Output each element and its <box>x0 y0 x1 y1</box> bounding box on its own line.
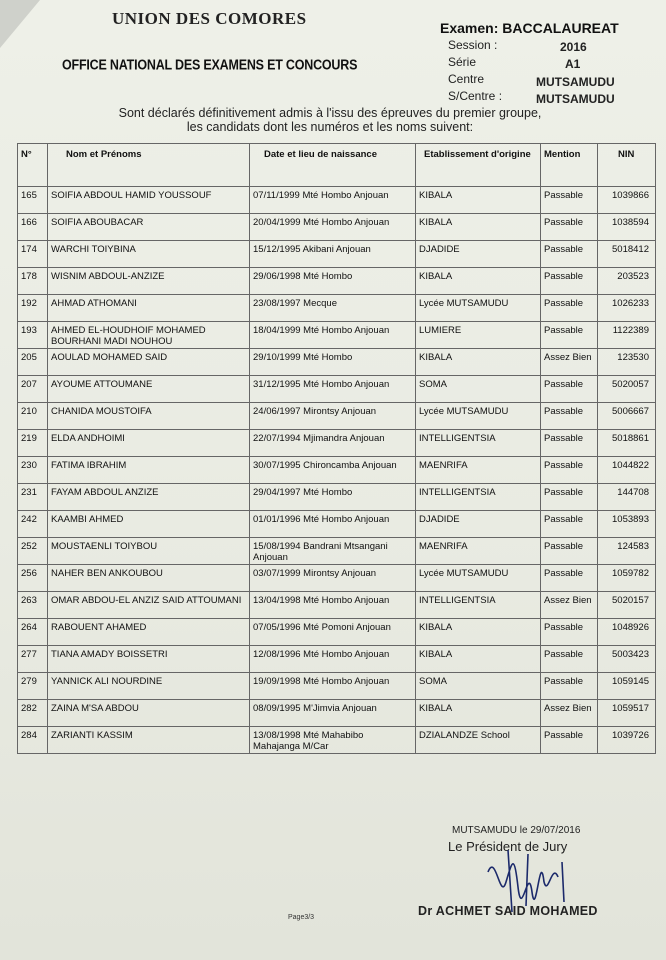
meta-value-scentre: MUTSAMUDU <box>536 92 615 106</box>
row-name: SOIFIA ABOUBACAR <box>48 214 250 241</box>
row-number: 277 <box>18 646 48 673</box>
intro-line-2: les candidats dont les numéros et les noms suivent: <box>186 120 474 134</box>
row-number: 174 <box>18 241 48 268</box>
row-school: MAENRIFA <box>416 538 541 565</box>
row-mention: Passable <box>541 538 598 565</box>
row-number: 165 <box>18 187 48 214</box>
folded-corner <box>0 0 40 48</box>
row-mention: Passable <box>541 376 598 403</box>
row-nin: 5003423 <box>598 646 656 673</box>
president-name: Dr ACHMET SAID MOHAMED <box>418 904 598 918</box>
president-title: Le Président de Jury <box>448 839 568 854</box>
exam-title <box>440 20 619 36</box>
row-name: NAHER BEN ANKOUBOU <box>48 565 250 592</box>
row-name: AHMED EL-HOUDHOIF MOHAMED BOURHANI MADI NOUHOU <box>48 322 250 349</box>
row-number: 205 <box>18 349 48 376</box>
intro-text <box>40 106 620 134</box>
row-mention: Passable <box>541 295 598 322</box>
col-header-nin: NIN <box>598 144 656 187</box>
row-school: INTELLIGENTSIA <box>416 430 541 457</box>
table-row <box>18 700 656 727</box>
row-birth: 30/07/1995 Chironcamba Anjouan <box>250 457 416 484</box>
row-number: 219 <box>18 430 48 457</box>
row-mention: Assez Bien <box>541 349 598 376</box>
row-name: AHMAD ATHOMANI <box>48 295 250 322</box>
signature-stroke <box>488 850 564 912</box>
row-birth: 07/05/1996 Mté Pomoni Anjouan <box>250 619 416 646</box>
table-row <box>18 295 656 322</box>
row-name: AYOUME ATTOUMANE <box>48 376 250 403</box>
row-mention: Passable <box>541 214 598 241</box>
row-nin: 1059145 <box>598 673 656 700</box>
table-row <box>18 187 656 214</box>
row-school: KIBALA <box>416 646 541 673</box>
table-row <box>18 565 656 592</box>
row-nin: 1038594 <box>598 214 656 241</box>
meta-value-centre: MUTSAMUDU <box>536 75 615 89</box>
row-school: Lycée MUTSAMUDU <box>416 295 541 322</box>
row-number: 210 <box>18 403 48 430</box>
row-name: FATIMA IBRAHIM <box>48 457 250 484</box>
row-birth: 23/08/1997 Mecque <box>250 295 416 322</box>
row-birth: 13/04/1998 Mté Hombo Anjouan <box>250 592 416 619</box>
row-school: KIBALA <box>416 349 541 376</box>
table-row <box>18 214 656 241</box>
row-birth: 08/09/1995 M'Jimvia Anjouan <box>250 700 416 727</box>
table-row <box>18 457 656 484</box>
row-name: CHANIDA MOUSTOIFA <box>48 403 250 430</box>
row-school: KIBALA <box>416 268 541 295</box>
row-school: SOMA <box>416 376 541 403</box>
row-mention: Passable <box>541 322 598 349</box>
row-mention: Passable <box>541 268 598 295</box>
table-row <box>18 511 656 538</box>
office-heading: OFFICE NATIONAL DES EXAMENS ET CONCOURS <box>62 56 358 74</box>
row-birth: 20/04/1999 Mté Hombo Anjouan <box>250 214 416 241</box>
intro-line-1: Sont déclarés définitivement admis à l'issu des épreuves du premier groupe, <box>118 106 542 120</box>
row-number: 178 <box>18 268 48 295</box>
col-header-mention: Mention <box>541 144 598 187</box>
row-birth: 01/01/1996 Mté Hombo Anjouan <box>250 511 416 538</box>
meta-value-session: 2016 <box>560 40 587 54</box>
row-name: ZAINA M'SA ABDOU <box>48 700 250 727</box>
row-school: KIBALA <box>416 700 541 727</box>
row-number: 230 <box>18 457 48 484</box>
row-nin: 5018861 <box>598 430 656 457</box>
row-school: KIBALA <box>416 214 541 241</box>
table-header-row <box>18 144 656 187</box>
row-nin: 144708 <box>598 484 656 511</box>
row-birth: 19/09/1998 Mté Hombo Anjouan <box>250 673 416 700</box>
row-birth: 24/06/1997 Mirontsy Anjouan <box>250 403 416 430</box>
col-header-name: Nom et Prénoms <box>48 144 250 187</box>
row-birth: 15/08/1994 Bandrani Mtsangani Anjouan <box>250 538 416 565</box>
table-row <box>18 538 656 565</box>
row-mention: Passable <box>541 727 598 754</box>
meta-value-serie: A1 <box>565 57 581 71</box>
meta-label-serie: Série <box>448 55 477 69</box>
table-row <box>18 619 656 646</box>
table-row <box>18 727 656 754</box>
exam-label: Examen: <box>440 20 499 36</box>
row-name: AOULAD MOHAMED SAID <box>48 349 250 376</box>
row-birth: 29/04/1997 Mté Hombo <box>250 484 416 511</box>
table-body <box>18 187 656 754</box>
col-header-birth: Date et lieu de naissance <box>250 144 416 187</box>
row-school: DJADIDE <box>416 511 541 538</box>
page-number: Page3/3 <box>288 914 315 921</box>
row-birth: 18/04/1999 Mté Hombo Anjouan <box>250 322 416 349</box>
row-mention: Passable <box>541 565 598 592</box>
row-mention: Passable <box>541 511 598 538</box>
row-birth: 07/11/1999 Mté Hombo Anjouan <box>250 187 416 214</box>
row-birth: 29/10/1999 Mté Hombo <box>250 349 416 376</box>
row-name: RABOUENT AHAMED <box>48 619 250 646</box>
table-row <box>18 592 656 619</box>
country-heading: UNION DES COMORES <box>112 9 307 28</box>
row-nin: 5020157 <box>598 592 656 619</box>
row-number: 264 <box>18 619 48 646</box>
meta-label-scentre: S/Centre : <box>448 89 503 103</box>
row-mention: Passable <box>541 673 598 700</box>
table-row <box>18 430 656 457</box>
row-school: SOMA <box>416 673 541 700</box>
row-nin: 5018412 <box>598 241 656 268</box>
row-number: 284 <box>18 727 48 754</box>
table-row <box>18 376 656 403</box>
row-mention: Passable <box>541 187 598 214</box>
results-table <box>17 143 656 754</box>
row-school: Lycée MUTSAMUDU <box>416 403 541 430</box>
row-nin: 1053893 <box>598 511 656 538</box>
row-school: Lycée MUTSAMUDU <box>416 565 541 592</box>
table-row <box>18 484 656 511</box>
meta-label-centre: Centre <box>448 72 485 86</box>
row-name: YANNICK ALI NOURDINE <box>48 673 250 700</box>
col-header-school: Etablissement d'origine <box>416 144 541 187</box>
row-mention: Assez Bien <box>541 592 598 619</box>
row-nin: 1039866 <box>598 187 656 214</box>
row-mention: Passable <box>541 484 598 511</box>
row-nin: 123530 <box>598 349 656 376</box>
place-date: MUTSAMUDU le 29/07/2016 <box>452 825 581 836</box>
row-birth: 22/07/1994 Mjimandra Anjouan <box>250 430 416 457</box>
row-birth: 15/12/1995 Akibani Anjouan <box>250 241 416 268</box>
table-row <box>18 646 656 673</box>
row-nin: 1026233 <box>598 295 656 322</box>
row-birth: 12/08/1996 Mté Hombo Anjouan <box>250 646 416 673</box>
meta-label-session: Session : <box>448 38 498 52</box>
row-birth: 13/08/1998 Mté Mahabibo Mahajanga M/Car <box>250 727 416 754</box>
row-number: 207 <box>18 376 48 403</box>
row-name: ZARIANTI KASSIM <box>48 727 250 754</box>
row-mention: Passable <box>541 457 598 484</box>
row-name: WARCHI TOIYBINA <box>48 241 250 268</box>
row-nin: 1059782 <box>598 565 656 592</box>
row-name: TIANA AMADY BOISSETRI <box>48 646 250 673</box>
row-name: OMAR ABDOU-EL ANZIZ SAID ATTOUMANI <box>48 592 250 619</box>
row-nin: 124583 <box>598 538 656 565</box>
row-school: KIBALA <box>416 619 541 646</box>
row-nin: 203523 <box>598 268 656 295</box>
row-birth: 03/07/1999 Mirontsy Anjouan <box>250 565 416 592</box>
row-name: FAYAM ABDOUL ANZIZE <box>48 484 250 511</box>
row-nin: 1122389 <box>598 322 656 349</box>
row-number: 263 <box>18 592 48 619</box>
row-number: 242 <box>18 511 48 538</box>
row-school: DJADIDE <box>416 241 541 268</box>
row-name: SOIFIA ABDOUL HAMID YOUSSOUF <box>48 187 250 214</box>
row-nin: 5020057 <box>598 376 656 403</box>
row-birth: 31/12/1995 Mté Hombo Anjouan <box>250 376 416 403</box>
row-nin: 1048926 <box>598 619 656 646</box>
row-school: INTELLIGENTSIA <box>416 592 541 619</box>
row-school: KIBALA <box>416 187 541 214</box>
row-name: KAAMBI AHMED <box>48 511 250 538</box>
row-nin: 1044822 <box>598 457 656 484</box>
table-row <box>18 241 656 268</box>
row-nin: 5006667 <box>598 403 656 430</box>
table-row <box>18 403 656 430</box>
table-row <box>18 322 656 349</box>
row-name: MOUSTAENLI TOIYBOU <box>48 538 250 565</box>
row-mention: Passable <box>541 646 598 673</box>
row-nin: 1059517 <box>598 700 656 727</box>
row-school: DZIALANDZE School <box>416 727 541 754</box>
table-row <box>18 268 656 295</box>
row-name: WISNIM ABDOUL-ANZIZE <box>48 268 250 295</box>
col-header-number: N° <box>18 144 48 187</box>
table-row <box>18 349 656 376</box>
row-school: LUMIERE <box>416 322 541 349</box>
row-mention: Passable <box>541 619 598 646</box>
exam-value: BACCALAUREAT <box>502 20 619 36</box>
row-school: INTELLIGENTSIA <box>416 484 541 511</box>
row-number: 231 <box>18 484 48 511</box>
row-name: ELDA ANDHOIMI <box>48 430 250 457</box>
table-row <box>18 673 656 700</box>
row-number: 192 <box>18 295 48 322</box>
row-birth: 29/06/1998 Mté Hombo <box>250 268 416 295</box>
row-school: MAENRIFA <box>416 457 541 484</box>
row-mention: Passable <box>541 241 598 268</box>
row-number: 252 <box>18 538 48 565</box>
row-number: 166 <box>18 214 48 241</box>
row-mention: Passable <box>541 430 598 457</box>
row-number: 256 <box>18 565 48 592</box>
row-mention: Assez Bien <box>541 700 598 727</box>
row-mention: Passable <box>541 403 598 430</box>
row-nin: 1039726 <box>598 727 656 754</box>
row-number: 193 <box>18 322 48 349</box>
row-number: 282 <box>18 700 48 727</box>
row-number: 279 <box>18 673 48 700</box>
